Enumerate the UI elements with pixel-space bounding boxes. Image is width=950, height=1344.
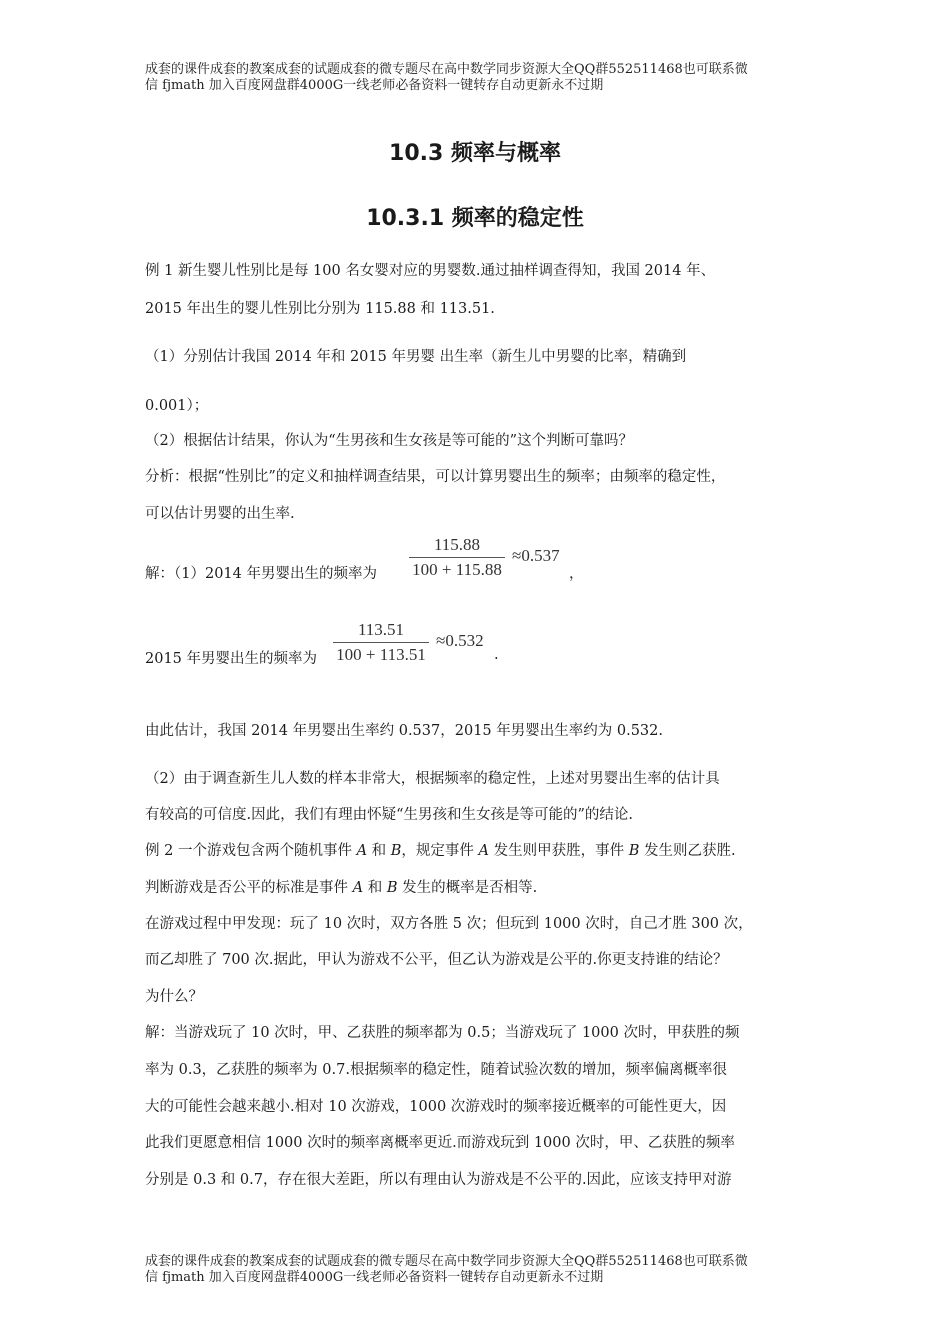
approx-2015: ≈0.532	[436, 631, 484, 650]
ex1-question-1b: 0.001）；	[145, 398, 209, 414]
ex1-analysis-2: 可以估计男婴的出生率.	[145, 506, 295, 522]
ex1-question-1a: （1）分别估计我国 2014 年和 2015 年男婴 出生率（新生儿中男婴的比率，精确到	[145, 349, 687, 365]
ex1-analysis-1: 分析：根据“性别比”的定义和抽样调查结果，可以计算男婴出生的频率；由频率的稳定性，	[145, 469, 726, 485]
section-title: 10.3 频率与概率	[389, 141, 561, 166]
sol1-label-2015: 2015 年男婴出生的频率为	[145, 651, 318, 667]
fraction-2014-numerator: 115.88	[409, 535, 505, 558]
subsection-title: 10.3.1 频率的稳定性	[366, 206, 584, 231]
fraction-2014	[409, 535, 505, 580]
sol1-tail-2: .	[494, 647, 499, 663]
fraction-2015	[333, 620, 429, 665]
approx-2014: ≈0.537	[512, 546, 560, 565]
header-line-2: 信 fjmath 加入百度网盘群4000G一线老师必备资料一键转存自动更新永不过期	[145, 78, 604, 93]
fraction-2015-denominator: 100 + 113.51	[336, 645, 426, 664]
ex2-solution-2: 率为 0.3，乙获胜的频率为 0.7.根据频率的稳定性，随着试验次数的增加，频率偏离概率很	[145, 1062, 727, 1078]
ex1-line-2: 2015 年出生的婴儿性别比分别为 115.88 和 113.51.	[145, 301, 495, 317]
header-line-1: 成套的课件成套的教案成套的试题成套的微专题尽在高中数学同步资源大全QQ群552511468也可联系微	[145, 62, 748, 77]
sol1-part2-line-1: （2）由于调查新生儿人数的样本非常大，根据频率的稳定性，上述对男婴出生率的估计具	[145, 771, 720, 787]
ex2-line-1: 例 2 一个游戏包含两个随机事件 A 和 B，规定事件 A 发生则甲获胜，事件 B 发生则乙获胜.	[145, 843, 736, 859]
ex2-solution-3: 大的可能性会越来越小.相对 10 次游戏，1000 次游戏时的频率接近概率的可能性更大，因	[145, 1099, 727, 1115]
sol1-tail-1: ，	[569, 566, 584, 582]
fraction-2014-denominator: 100 + 115.88	[412, 560, 502, 579]
ex2-line-3: 在游戏过程中甲发现：玩了 10 次时，双方各胜 5 次；但玩到 1000 次时，自己才胜 300 次，	[145, 916, 753, 932]
sol1-conclusion: 由此估计，我国 2014 年男婴出生率约 0.537，2015 年男婴出生率约为 0.532.	[145, 723, 663, 739]
sol1-label-2014: 解：（1）2014 年男婴出生的频率为	[145, 566, 377, 582]
ex1-question-2: （2）根据估计结果，你认为“生男孩和生女孩是等可能的”这个判断可靠吗？	[145, 433, 634, 449]
ex2-line-5: 为什么？	[145, 989, 203, 1005]
fraction-2015-numerator: 113.51	[333, 620, 429, 643]
ex2-solution-1: 解：当游戏玩了 10 次时，甲、乙获胜的频率都为 0.5；当游戏玩了 1000 次时，甲获胜的频	[145, 1025, 740, 1041]
ex2-solution-5: 分别是 0.3 和 0.7，存在很大差距，所以有理由认为游戏是不公平的.因此，应该支持甲对游	[145, 1172, 732, 1188]
ex2-line-4: 而乙却胜了 700 次.据此，甲认为游戏不公平，但乙认为游戏是公平的.你更支持谁的结论？	[145, 952, 728, 968]
sol1-part2-line-2: 有较高的可信度.因此，我们有理由怀疑“生男孩和生女孩是等可能的”的结论.	[145, 807, 634, 823]
ex2-line-2: 判断游戏是否公平的标准是事件 A 和 B 发生的概率是否相等.	[145, 880, 538, 896]
footer-line-1: 成套的课件成套的教案成套的试题成套的微专题尽在高中数学同步资源大全QQ群552511468也可联系微	[145, 1254, 748, 1269]
ex2-solution-4: 此我们更愿意相信 1000 次时的频率离概率更近.而游戏玩到 1000 次时，甲、乙获胜的频率	[145, 1135, 735, 1151]
footer-line-2: 信 fjmath 加入百度网盘群4000G一线老师必备资料一键转存自动更新永不过期	[145, 1270, 604, 1285]
ex1-line-1: 例 1 新生婴儿性别比是每 100 名女婴对应的男婴数.通过抽样调查得知，我国 2014 年、	[145, 263, 716, 279]
